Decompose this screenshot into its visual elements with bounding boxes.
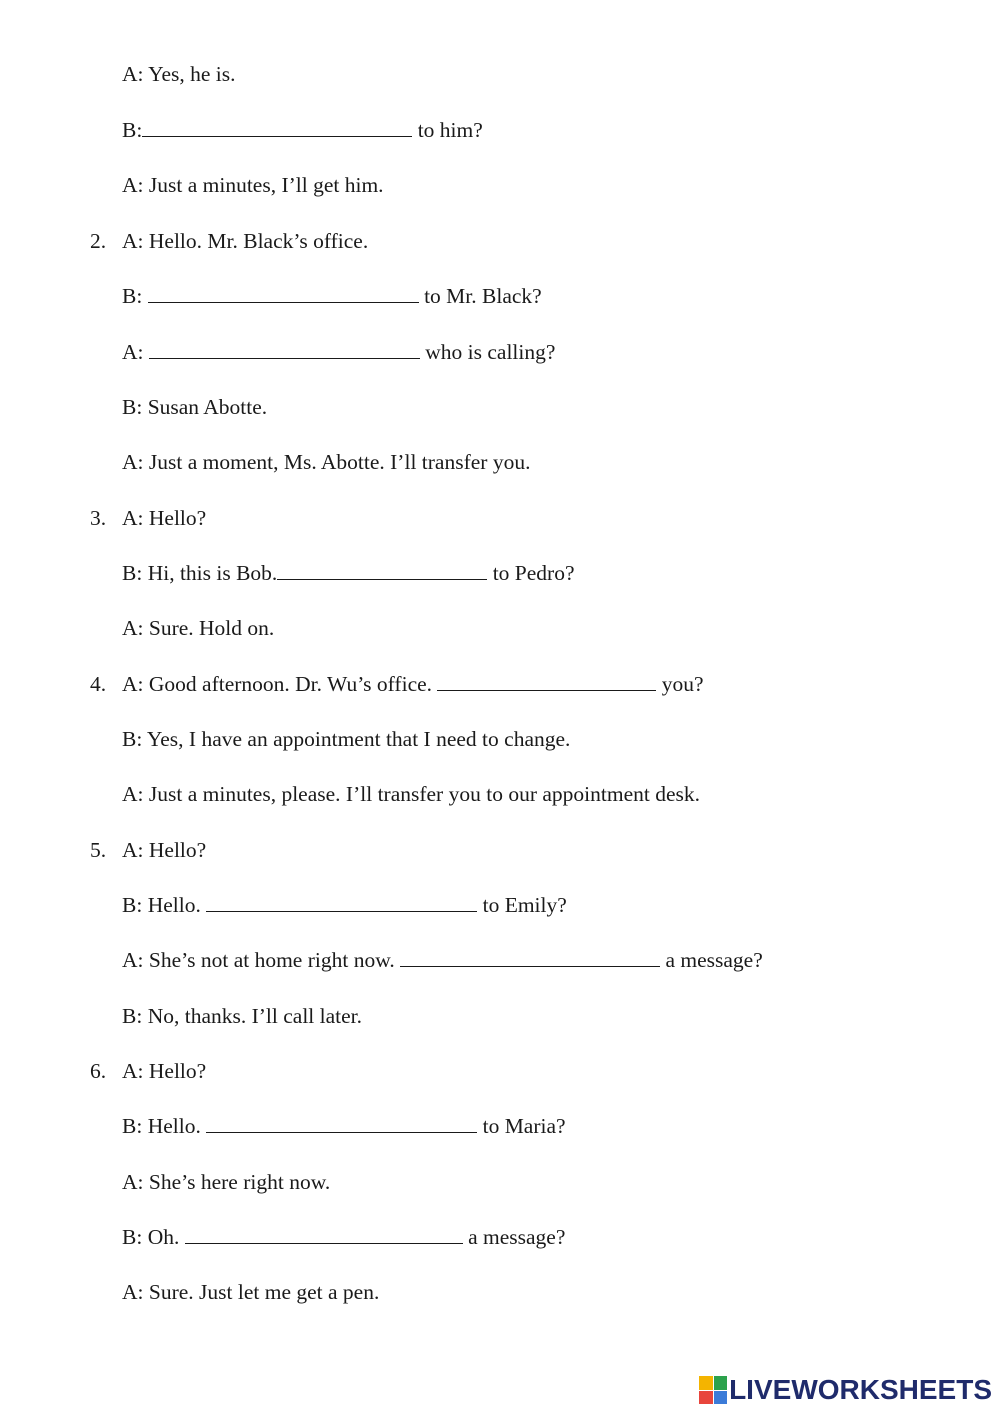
answer-input-6[interactable] [206,896,477,917]
logo-squares-icon [699,1376,727,1404]
item-number: 5. [90,838,107,862]
dialogue-line [122,503,206,533]
item-number: 4. [90,672,107,696]
dialogue-line [122,226,368,256]
line-text: B: Yes, I have an appointment that I need to change. [122,727,571,751]
answer-blank-2[interactable] [148,281,419,303]
dialogue-line [122,835,206,865]
line-text-after: to Emily? [477,893,567,917]
logo-square [699,1391,713,1405]
logo-square [699,1376,713,1390]
dialogue-line [122,59,236,89]
line-text: A: Hello? [122,506,207,530]
item-number: 2. [90,229,107,253]
dialogue-line [122,724,570,754]
answer-input-1[interactable] [142,121,412,142]
line-text-after: a message? [462,1225,566,1249]
liveworksheets-logo[interactable] [699,1373,992,1407]
dialogue-line [122,890,567,920]
dialogue-line [122,613,274,643]
line-text: B: [122,118,143,142]
answer-blank-7[interactable] [400,945,660,967]
answer-input-4[interactable] [277,564,487,585]
dialogue-line [122,945,763,975]
answer-input-2[interactable] [148,287,419,308]
line-text: A: She’s not at home right now. [122,948,401,972]
answer-input-9[interactable] [185,1228,463,1249]
line-text: B: Hello. [122,1114,207,1138]
dialogue-line [122,447,530,477]
logo-square [714,1391,728,1405]
answer-blank-1[interactable] [142,115,412,137]
line-text: A: Just a minutes, please. I’ll transfer you to our appointment desk. [122,782,700,806]
dialogue-line [122,281,542,311]
line-text: B: Hi, this is Bob. [122,561,278,585]
logo-square [714,1376,728,1390]
answer-blank-4[interactable] [277,558,487,580]
line-text: A: Sure. Hold on. [122,616,275,640]
line-text-after: who is calling? [419,340,556,364]
line-text: A: Sure. Just let me get a pen. [122,1280,380,1304]
dialogue-line [122,779,700,809]
line-text-after: to him? [412,118,483,142]
dialogue-line [122,1001,362,1031]
answer-blank-9[interactable] [185,1222,463,1244]
dialogue-line [122,115,483,145]
line-text: A: Good afternoon. Dr. Wu’s office. [122,672,438,696]
line-text-after: to Mr. Black? [418,284,542,308]
line-text: B: Oh. [122,1225,185,1249]
line-text: B: Susan Abotte. [122,395,268,419]
logo-text: LIVEWORKSHEETS [729,1374,992,1405]
dialogue-line [122,392,267,422]
item-number: 6. [90,1059,107,1083]
answer-blank-6[interactable] [206,890,477,912]
line-text: A: Hello? [122,838,207,862]
line-text: A: She’s here right now. [122,1170,331,1194]
line-text: A: Just a moment, Ms. Abotte. I’ll transfer you. [122,450,531,474]
line-text: A: Hello? [122,1059,207,1083]
answer-blank-8[interactable] [206,1111,477,1133]
line-text: B: No, thanks. I’ll call later. [122,1004,363,1028]
answer-input-3[interactable] [149,343,420,364]
line-text-after: to Pedro? [487,561,575,585]
dialogue-line [122,337,555,367]
item-number: 3. [90,506,107,530]
dialogue-line [122,1111,566,1141]
dialogue-line [122,1277,379,1307]
dialogue-line [122,1167,330,1197]
line-text: B: Hello. [122,893,207,917]
line-text: A: Just a minutes, I’ll get him. [122,173,384,197]
dialogue-line [122,1056,206,1086]
dialogue-line [122,1222,565,1252]
line-text-after: a message? [660,948,763,972]
line-text: A: Hello. Mr. Black’s office. [122,229,369,253]
answer-input-5[interactable] [437,675,656,696]
line-text: B: [122,284,148,308]
answer-blank-3[interactable] [149,337,420,359]
line-text-after: you? [656,672,704,696]
answer-input-7[interactable] [400,951,660,972]
answer-input-8[interactable] [206,1117,477,1138]
line-text: A: Yes, he is. [122,62,236,86]
dialogue-line [122,558,575,588]
line-text: A: [122,340,149,364]
answer-blank-5[interactable] [437,669,656,691]
line-text-after: to Maria? [477,1114,566,1138]
dialogue-line [122,669,704,699]
dialogue-line [122,170,384,200]
